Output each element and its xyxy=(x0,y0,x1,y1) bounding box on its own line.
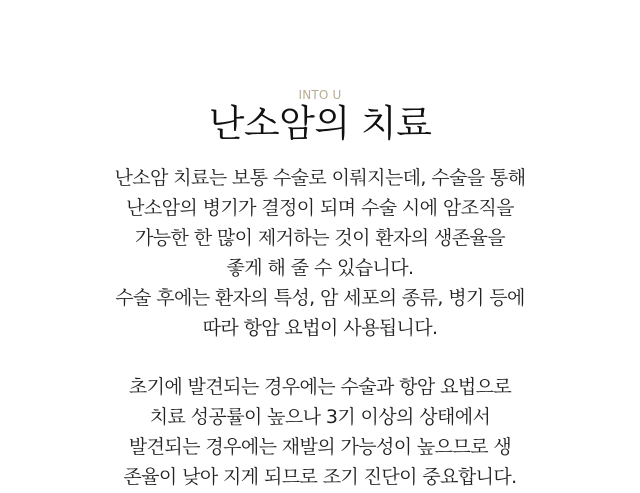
paragraph-early-diagnosis xyxy=(0,373,640,493)
paragraph-surgery xyxy=(0,164,640,343)
body-line: 난소암 치료는 보통 수술로 이뤄지는데, 수술을 통해 xyxy=(114,167,526,189)
body-line: 초기에 발견되는 경우에는 수술과 항암 요법으로 xyxy=(128,376,512,399)
body-line: 치료 성공률이 높으나 3기 이상의 상태에서 xyxy=(149,406,491,429)
body-line: 수술 후에는 환자의 특성, 암 세포의 종류, 병기 등에 xyxy=(115,286,525,309)
body-line: 따라 항암 요법이 사용됩니다. xyxy=(202,316,438,339)
body-line: 좋게 해 줄 수 있습니다. xyxy=(226,256,414,279)
paragraph-spacer xyxy=(0,343,640,373)
body-line: 난소암의 병기가 결정이 되며 수술 시에 암조직을 xyxy=(126,196,514,219)
section-eyebrow: INTO U xyxy=(298,88,342,102)
section-title: 난소암의 치료 xyxy=(208,102,432,145)
section-body xyxy=(0,164,640,493)
body-line: 발견되는 경우에는 재발의 가능성이 높으므로 생 xyxy=(128,436,512,459)
body-line: 존율이 낮아 지게 되므로 조기 진단이 중요합니다. xyxy=(123,466,517,489)
body-line: 가능한 한 많이 제거하는 것이 환자의 생존율을 xyxy=(135,226,505,249)
